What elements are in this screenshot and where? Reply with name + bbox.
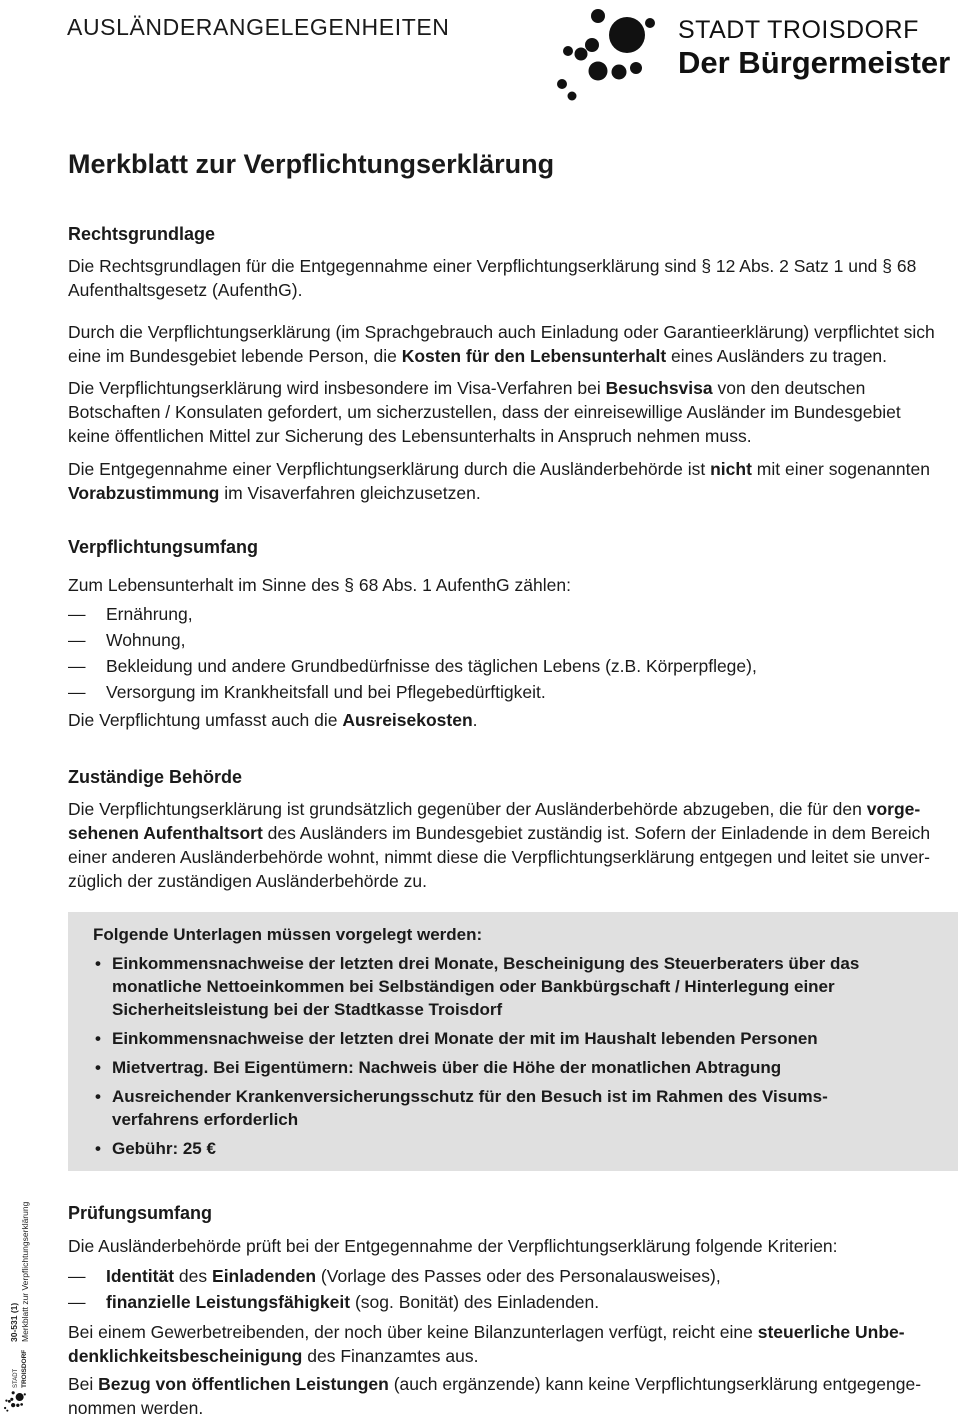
paragraph-leistungen bbox=[68, 1372, 937, 1416]
list-item bbox=[93, 1085, 938, 1131]
text-line: Die Verpflichtung umfasst auch die Ausreisekosten. bbox=[68, 710, 478, 730]
text-line: keine öffentlichen Mittel zur Sicherung des Lebensunterhalts in Anspruch nehmen muss. bbox=[68, 426, 752, 446]
paragraph-pruefung-intro bbox=[68, 1234, 937, 1258]
text-line: denklichkeitsbescheinigung des Finanzamtes aus. bbox=[68, 1346, 479, 1366]
publisher-city-label: STADT bbox=[13, 1368, 19, 1388]
paragraph-rechtsgrundlage-3 bbox=[68, 376, 937, 448]
text-line: Die Ausländerbehörde prüft bei der Entgegennahme der Verpflichtungserklärung folgende Kriterien: bbox=[68, 1236, 838, 1256]
form-title: Merkblatt zur Verpflichtungserklärung bbox=[20, 1201, 30, 1342]
text-line: Die Entgegennahme einer Verpflichtungserklärung durch die Ausländerbehörde ist nicht mit einer sogenannten bbox=[68, 459, 930, 479]
list-item bbox=[68, 679, 937, 705]
dash-list-umfang bbox=[68, 601, 937, 705]
text-line: Sicherheitsleistung bei der Stadtkasse Troisdorf bbox=[112, 1000, 503, 1019]
list-item bbox=[93, 952, 938, 1021]
text-line: Vorabzustimmung im Visaverfahren gleichzusetzen. bbox=[68, 483, 481, 503]
text-line: — Wohnung, bbox=[106, 630, 186, 650]
paragraph-gewerbe bbox=[68, 1320, 937, 1368]
heading-verpflichtungsumfang: Verpflichtungsumfang bbox=[68, 537, 259, 557]
text-line: züglich der zuständigen Ausländerbehörde zu. bbox=[68, 871, 427, 891]
text-line: — Bekleidung und andere Grundbedürfnisse des täglichen Lebens (z.B. Körperpflege), bbox=[106, 656, 757, 676]
paragraph-rechtsgrundlage-2 bbox=[68, 320, 937, 368]
list-item bbox=[93, 1027, 938, 1050]
list-item bbox=[68, 627, 937, 653]
authority-name: STADT TROISDORF bbox=[678, 16, 919, 44]
department-title: AUSLÄNDERANGELEGENHEITEN bbox=[67, 14, 450, 40]
text-line: eine im Bundesgebiet lebende Person, die Kosten für den Lebensunterhalt eines Ausländers zu tragen. bbox=[68, 346, 888, 366]
form-number: 30-531 (1) bbox=[9, 1302, 19, 1342]
text-line: Die Rechtsgrundlagen für die Entgegennahme einer Verpflichtungserklärung sind § 12 Abs. 2 Satz 1 und § 68 bbox=[68, 256, 917, 276]
required-documents-box bbox=[68, 912, 958, 1171]
paragraph-behoerde bbox=[68, 797, 937, 893]
heading-zustaendige-behoerde: Zuständige Behörde bbox=[68, 767, 243, 787]
page-title: Merkblatt zur Verpflichtungserklärung bbox=[68, 149, 555, 179]
text-line: Bei Bezug von öffentlichen Leistungen (auch ergänzende) kann keine Verpflichtungserklärung entgegenge- bbox=[68, 1374, 922, 1394]
text-line: Durch die Verpflichtungserklärung (im Sprachgebrauch auch Einladung oder Garantieerklärung) verpflichtet sich bbox=[68, 322, 935, 342]
document-body bbox=[68, 0, 937, 1416]
text-line: Zum Lebensunterhalt im Sinne des § 68 Abs. 1 AufenthG zählen: bbox=[68, 575, 571, 595]
text-line: • Einkommensnachweise der letzten drei Monate der mit im Haushalt lebenden Personen bbox=[112, 1029, 818, 1048]
text-line: nommen werden. bbox=[68, 1398, 204, 1416]
publisher-city-name: TROISDORF bbox=[20, 1349, 28, 1388]
text-line: Die Verpflichtungserklärung wird insbesondere im Visa-Verfahren bei Besuchsvisa von den deutschen bbox=[68, 378, 866, 398]
heading-pruefungsumfang: Prüfungsumfang bbox=[68, 1203, 212, 1223]
authority-subtitle: Der Bürgermeister bbox=[678, 45, 951, 80]
text-line: • Mietvertrag. Bei Eigentümern: Nachweis über die Höhe der monatlichen Abtragung bbox=[112, 1058, 782, 1077]
form-id-sidebar bbox=[9, 1190, 31, 1342]
paragraph-umfang-outro bbox=[68, 708, 937, 732]
text-line: Bei einem Gewerbetreibenden, der noch über keine Bilanzunterlagen verfügt, reicht eine steuerliche Unbe- bbox=[68, 1322, 905, 1342]
text-line: • Gebühr: 25 € bbox=[112, 1139, 216, 1158]
text-line: — Versorgung im Krankheitsfall und bei Pflegebedürftigkeit. bbox=[106, 682, 546, 702]
list-item bbox=[68, 1263, 937, 1289]
paragraph-rechtsgrundlage-4 bbox=[68, 457, 937, 505]
list-item bbox=[68, 1289, 937, 1315]
heading-rechtsgrundlage: Rechtsgrundlage bbox=[68, 224, 216, 244]
dash-list-pruefung bbox=[68, 1263, 937, 1315]
text-line: verfahrens erforderlich bbox=[112, 1110, 299, 1129]
list-item bbox=[68, 653, 937, 679]
paragraph-umfang-intro bbox=[68, 573, 937, 597]
text-line: Die Verpflichtungserklärung ist grundsätzlich gegenüber der Ausländerbehörde abzugeben, die für den vorge- bbox=[68, 799, 921, 819]
list-item bbox=[93, 1137, 938, 1160]
text-line: — finanzielle Leistungsfähigkeit (sog. Bonität) des Einladenden. bbox=[106, 1292, 600, 1312]
list-item bbox=[93, 1056, 938, 1079]
text-line: Aufenthaltsgesetz (AufenthG). bbox=[68, 280, 303, 300]
list-item bbox=[68, 601, 937, 627]
text-line: sehenen Aufenthaltsort des Ausländers im Bundesgebiet zuständig ist. Sofern der Einladende in dem Bereich bbox=[68, 823, 931, 843]
text-line: — Identität des Einladenden (Vorlage des Passes oder des Personalausweises), bbox=[106, 1266, 721, 1286]
paragraph-rechtsgrundlage-1 bbox=[68, 254, 937, 302]
mini-dots-logo-icon bbox=[3, 1391, 26, 1412]
box-heading: Folgende Unterlagen müssen vorgelegt werden: bbox=[93, 925, 483, 944]
bullet-list-unterlagen bbox=[93, 952, 938, 1160]
text-line: • Einkommensnachweise der letzten drei Monate, Bescheinigung des Steuerberaters über das bbox=[112, 954, 860, 973]
text-line: monatliche Nettoeinkommen bei Selbständigen oder Bankbürgschaft / Hinterlegung einer bbox=[112, 977, 835, 996]
text-line: • Ausreichender Krankenversicherungsschutz für den Besuch ist im Rahmen des Visums- bbox=[112, 1087, 828, 1106]
text-line: Botschaften / Konsulaten gefordert, um sicherzustellen, dass der einreisewillige Ausländer im Bundesgebiet bbox=[68, 402, 901, 422]
text-line: einer anderen Ausländerbehörde wohnt, nimmt diese die Verpflichtungserklärung entgegen und leitet sie unver- bbox=[68, 847, 930, 867]
publisher-sidebar bbox=[13, 1342, 28, 1388]
text-line: — Ernährung, bbox=[106, 604, 193, 624]
